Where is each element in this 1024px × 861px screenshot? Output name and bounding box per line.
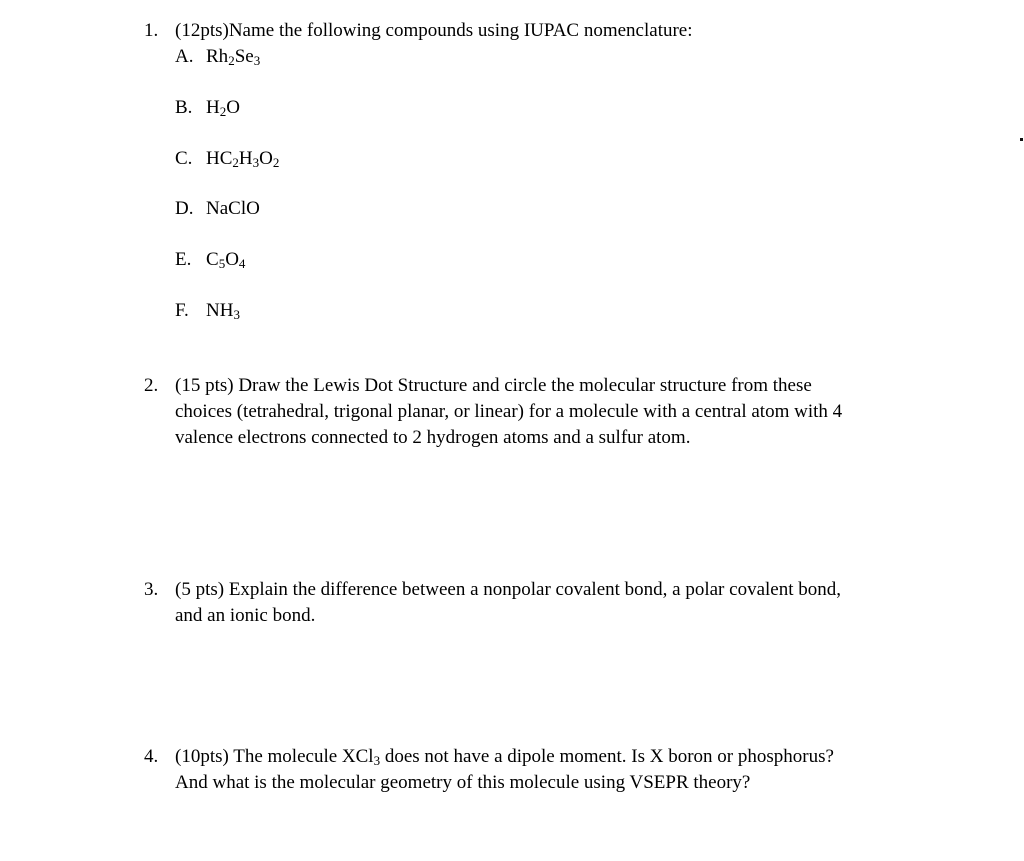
item-letter: C. (175, 148, 193, 169)
formula-subscript: 3 (233, 307, 240, 322)
compound-item-d (175, 196, 260, 222)
compound-item-c (175, 146, 279, 172)
formula-text: Rh (206, 46, 229, 67)
formula-text: O (225, 249, 239, 270)
question-3 (144, 577, 904, 629)
formula-text: NH (206, 300, 234, 321)
question-line: (10pts) The molecule XCl$_3$ does not have a dipole moment. Is X boron or phosphorus? (175, 746, 834, 768)
formula-subscript: 2 (219, 104, 227, 119)
question-line: valence electrons connected to 2 hydrogen atoms and a sulfur atom. (175, 427, 691, 448)
formula-subscript: 2 (228, 53, 235, 68)
question-text (175, 744, 904, 796)
question-text (175, 577, 904, 629)
formula-text: O (226, 97, 240, 118)
formula-subscript: 3 (252, 155, 260, 170)
question-number: 3. (144, 579, 159, 600)
question-2 (144, 373, 904, 451)
compound-item-e (175, 247, 245, 273)
formula-text: H (238, 148, 253, 169)
question-line: (5 pts) Explain the difference between a nonpolar covalent bond, a polar covalent bond, (175, 579, 841, 600)
compound-formula (206, 46, 260, 67)
edge-mark (1020, 138, 1023, 141)
formula-text: HC (206, 148, 233, 169)
compound-item-f (175, 298, 240, 324)
question-text (175, 373, 904, 451)
question-4 (144, 744, 904, 796)
question-number: 4. (144, 746, 159, 767)
formula-text: NaClO (206, 198, 260, 219)
compound-item-a (175, 44, 260, 70)
formula-subscript: 3 (253, 53, 261, 68)
question-text: (12pts)Name the following compounds using IUPAC nomenclature: (175, 20, 693, 41)
item-letter: A. (175, 46, 194, 67)
formula-subscript: 5 (218, 256, 226, 271)
compound-item-b (175, 95, 240, 121)
formula-subscript: 2 (272, 155, 280, 170)
formula-text: O (259, 148, 273, 169)
compound-formula (206, 249, 245, 270)
item-letter: D. (175, 198, 194, 219)
formula-text: H (206, 97, 220, 118)
formula-subscript: 4 (238, 256, 246, 271)
formula-text: Se (234, 46, 254, 67)
item-letter: B. (175, 97, 193, 118)
compound-formula (206, 148, 279, 169)
question-number: 1. (144, 20, 159, 41)
formula-subscript: 2 (232, 155, 239, 170)
question-number: 2. (144, 375, 159, 396)
compound-formula (206, 97, 240, 118)
question-line: (15 pts) Draw the Lewis Dot Structure and circle the molecular structure from these (175, 375, 812, 396)
compound-formula (206, 198, 260, 219)
item-letter: F. (175, 300, 189, 321)
formula-text: C (206, 249, 219, 270)
question-1 (144, 18, 904, 44)
item-letter: E. (175, 249, 192, 270)
compound-formula (206, 300, 240, 321)
question-line: and an ionic bond. (175, 605, 316, 626)
question-line: And what is the molecular geometry of this molecule using VSEPR theory? (175, 772, 751, 793)
question-line: choices (tetrahedral, trigonal planar, or linear) for a molecule with a central atom with 4 (175, 401, 843, 422)
